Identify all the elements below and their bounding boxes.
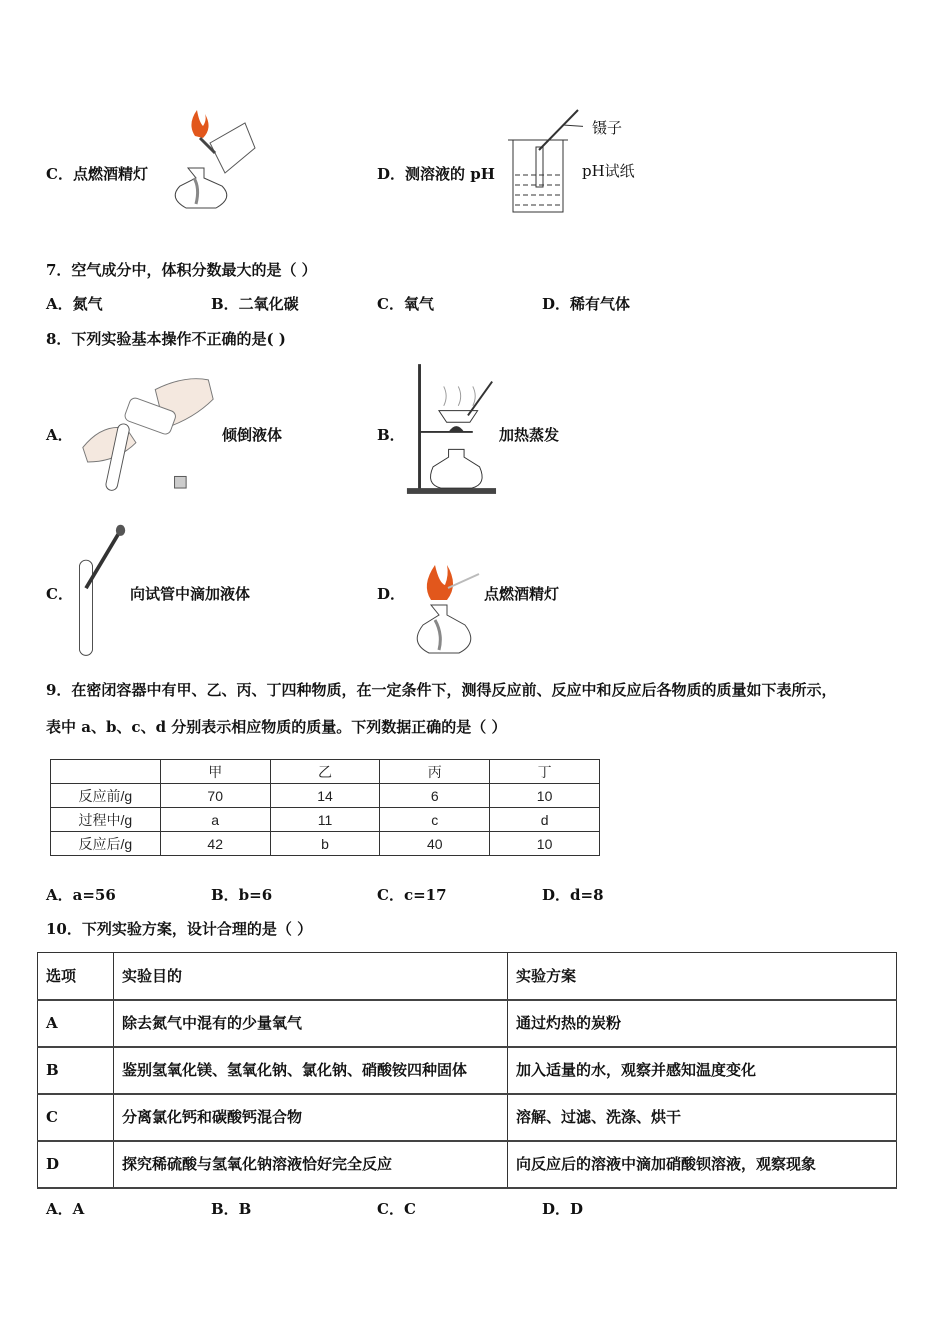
table-cell: a (160, 808, 270, 832)
header-cell: 选项 (38, 953, 114, 1000)
q9-stem-line2: 表中 a、b、c、d 分别表示相应物质的质量。下列数据正确的是（ ） (46, 718, 507, 736)
table-cell: c (380, 808, 490, 832)
row-label: 反应前/g (51, 784, 161, 808)
table-cell: 40 (380, 832, 490, 856)
q8-option-a-text: 倾倒液体 (222, 426, 283, 444)
q9-option-a: A．a=56 (46, 886, 116, 904)
q8-option-c-letter: C． (46, 585, 73, 603)
header-cell (51, 760, 161, 784)
q9-mass-table (50, 759, 600, 856)
q7-option-c: C．氧气 (377, 295, 434, 313)
table-header-row (38, 953, 897, 1000)
q6-option-c: C．点燃酒精灯 (46, 165, 148, 183)
purpose-cell: 探究稀硫酸与氢氧化钠溶液恰好完全反应 (114, 1141, 508, 1188)
plan-cell: 向反应后的溶液中滴加硝酸钡溶液，观察现象 (508, 1141, 897, 1188)
table-row (38, 1094, 897, 1141)
row-label: 反应后/g (51, 832, 161, 856)
q8-option-d-text: 点燃酒精灯 (484, 585, 560, 603)
alcohol-lamp-lit-by-another-lamp-illustration (160, 108, 260, 218)
table-row (51, 784, 600, 808)
q8-option-d-letter: D． (377, 585, 406, 603)
header-cell: 丙 (380, 760, 490, 784)
row-label: 过程中/g (51, 808, 161, 832)
q7-option-b: B．二氧化碳 (211, 295, 299, 313)
table-cell: 42 (160, 832, 270, 856)
beaker-ph-paper-illustration (503, 105, 583, 217)
table-cell: 6 (380, 784, 490, 808)
table-cell: 10 (490, 784, 600, 808)
ph-paper-label: pH试纸 (582, 162, 635, 180)
lighting-alcohol-lamp-illustration (403, 560, 481, 665)
q10-option-c: C．C (377, 1200, 416, 1218)
plan-cell: 溶解、过滤、洗涤、烘干 (508, 1094, 897, 1141)
q10-option-d: D．D (542, 1200, 584, 1218)
q10-option-a: A．A (46, 1200, 85, 1218)
tweezers-label: 镊子 (592, 119, 623, 137)
q7-option-d: D．稀有气体 (542, 295, 631, 313)
q9-stem-line1: 9．在密闭容器中有甲、乙、丙、丁四种物质，在一定条件下，测得反应前、反应中和反应后各物质的质量如下表所示， (46, 681, 837, 699)
table-row (38, 1141, 897, 1188)
table-cell: d (490, 808, 600, 832)
q7-stem: 7．空气成分中，体积分数最大的是（ ） (46, 261, 317, 279)
purpose-cell: 鉴别氢氧化镁、氢氧化钠、氯化钠、硝酸铵四种固体 (114, 1047, 508, 1094)
plan-cell: 通过灼热的炭粉 (508, 1000, 897, 1047)
table-cell: 70 (160, 784, 270, 808)
purpose-cell: 分离氯化钙和碳酸钙混合物 (114, 1094, 508, 1141)
q10-experiment-table (37, 952, 897, 1189)
table-row (38, 1047, 897, 1094)
pouring-liquid-illustration (78, 368, 218, 498)
table-cell: 10 (490, 832, 600, 856)
header-cell: 甲 (160, 760, 270, 784)
q8-option-b-letter: B． (377, 426, 405, 444)
table-row (38, 1000, 897, 1047)
option-cell: A (38, 1000, 114, 1047)
dropper-into-test-tube-illustration (72, 518, 128, 664)
q10-option-b: B．B (211, 1200, 252, 1218)
q8-option-a-letter: A． (46, 426, 73, 444)
option-cell: B (38, 1047, 114, 1094)
q7-option-a: A．氮气 (46, 295, 103, 313)
q9-option-c: C．c=17 (377, 886, 447, 904)
table-row (51, 832, 600, 856)
header-cell: 丁 (490, 760, 600, 784)
purpose-cell: 除去氮气中混有的少量氧气 (114, 1000, 508, 1047)
q8-option-c-text: 向试管中滴加液体 (130, 585, 251, 603)
q8-stem: 8．下列实验基本操作不正确的是( ) (46, 330, 286, 348)
evaporation-heating-illustration (405, 360, 497, 500)
table-cell: 14 (270, 784, 380, 808)
option-cell: C (38, 1094, 114, 1141)
q9-option-b: B．b=6 (211, 886, 273, 904)
table-cell: 11 (270, 808, 380, 832)
q6-option-d: D．测溶液的 pH (377, 165, 495, 183)
q10-stem: 10．下列实验方案，设计合理的是（ ） (46, 920, 313, 938)
plan-cell: 加入适量的水，观察并感知温度变化 (508, 1047, 897, 1094)
header-cell: 实验目的 (114, 953, 508, 1000)
q8-option-b-text: 加热蒸发 (499, 426, 560, 444)
table-row (51, 808, 600, 832)
header-cell: 乙 (270, 760, 380, 784)
header-cell: 实验方案 (508, 953, 897, 1000)
table-header-row (51, 760, 600, 784)
table-cell: b (270, 832, 380, 856)
option-cell: D (38, 1141, 114, 1188)
q9-option-d: D．d=8 (542, 886, 604, 904)
